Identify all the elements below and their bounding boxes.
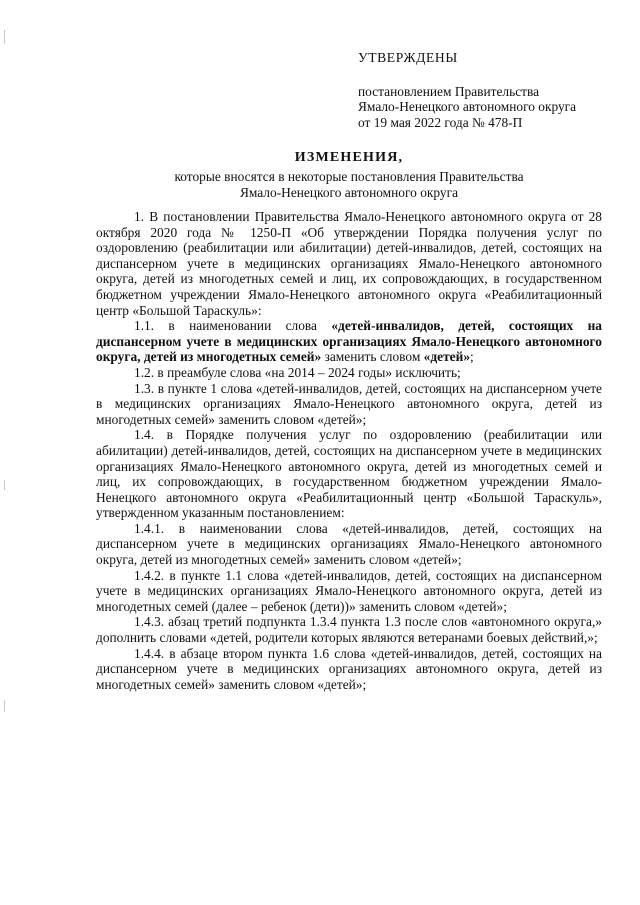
paragraph-1-4: 1.4. в Порядке получения услуг по оздоровлению (реабилитации или абилитации) детей-инвалидов, детей, состоящих на диспансерном учете в медицинских организациях Ямало-Ненецкого автономного округа, детей из многодетных семей и лиц, их сопровождающих, в государственном бюджетном учреждении Ямало-Ненецкого автономного округа «Реабилитационный центр «Большой Тараскуль», утвержденном указанным постановлением: bbox=[96, 427, 602, 521]
scan-edge-mark bbox=[4, 480, 5, 490]
title-subtitle-line: Ямало-Ненецкого автономного округа bbox=[239, 184, 459, 200]
document-body bbox=[96, 209, 602, 692]
paragraph-1-4-3: 1.4.3. абзац третий подпункта 1.3.4 пункта 1.3 после слов «автономного округа,» дополнить словами «детей, родители которых являются ветеранами боевых действий,»; bbox=[96, 614, 602, 646]
paragraph-1: 1. В постановлении Правительства Ямало-Ненецкого автономного округа от 28 октября 2020 года № 1250-П «Об утверждении Порядка получения услуг по оздоровлению (реабилитации или абилитации) детей-инвалидов, детей, состоящих на диспансерном учете в медицинских организациях Ямало-Ненецкого автономного округа, детей из многодетных семей и лиц, их сопровождающих, в государственном бюджетном учреждении Ямало-Ненецкого автономного округа «Реабилитационный центр «Большой Тараскуль»: bbox=[96, 209, 602, 318]
paragraph-1-4-4: 1.4.4. в абзаце втором пункта 1.6 слова «детей-инвалидов, детей, состоящих на диспансерном учете в медицинских организациях автономного округа, детей из многодетных семей» заменить словом «детей»; bbox=[96, 645, 602, 692]
approval-title: УТВЕРЖДЕНЫ bbox=[358, 50, 458, 65]
paragraph-1-4-2: 1.4.2. в пункте 1.1 слова «детей-инвалидов, детей, состоящих на диспансерном учете в медицинских организациях Ямало-Ненецкого автономного округа, детей из многодетных семей (далее – ребенок (дети))» заменить словом «детей»; bbox=[96, 567, 602, 614]
paragraph-1-1-bold: «детей-инвалидов, детей, состоящих на диспансерном учете в медицинских организациях Ямало-Ненецкого автономного округа, детей из многодетных семей» bbox=[96, 318, 602, 365]
paragraph-1-3: 1.3. в пункте 1 слова «детей-инвалидов, детей, состоящих на диспансерном учете в медицинских организациях Ямало-Ненецкого автономного округа, детей из многодетных семей» заменить словом «детей»; bbox=[96, 380, 602, 427]
paragraph-1-1-mid: заменить словом bbox=[321, 349, 424, 365]
approval-block bbox=[358, 50, 618, 130]
paragraph-1-2: 1.2. в преамбуле слова «на 2014 – 2024 годы» исключить; bbox=[134, 364, 461, 380]
title-subtitle-line: которые вносятся в некоторые постановления Правительства bbox=[174, 169, 524, 184]
paragraph-1-4-1: 1.4.1. в наименовании слова «детей-инвалидов, детей, состоящих на диспансерном учете в медицинских организациях Ямало-Ненецкого автономного округа, детей из многодетных семей» заменить словом «детей»; bbox=[96, 520, 602, 568]
scan-edge-mark bbox=[4, 700, 5, 712]
approval-line: Ямало-Ненецкого автономного округа bbox=[358, 99, 577, 114]
paragraph-1-1-end: ; bbox=[470, 349, 474, 365]
scan-edge-mark bbox=[4, 30, 5, 44]
approval-line: от 19 мая 2022 года № 478-П bbox=[358, 114, 523, 130]
document-title bbox=[96, 150, 602, 200]
title-main: ИЗМЕНЕНИЯ, bbox=[294, 150, 404, 165]
approval-line: постановлением Правительства bbox=[358, 83, 540, 99]
paragraph-1-1-start: 1.1. в наименовании слова bbox=[134, 318, 332, 334]
paragraph-1-1-bold2: «детей» bbox=[423, 349, 471, 365]
paragraph-1-1 bbox=[96, 318, 602, 365]
